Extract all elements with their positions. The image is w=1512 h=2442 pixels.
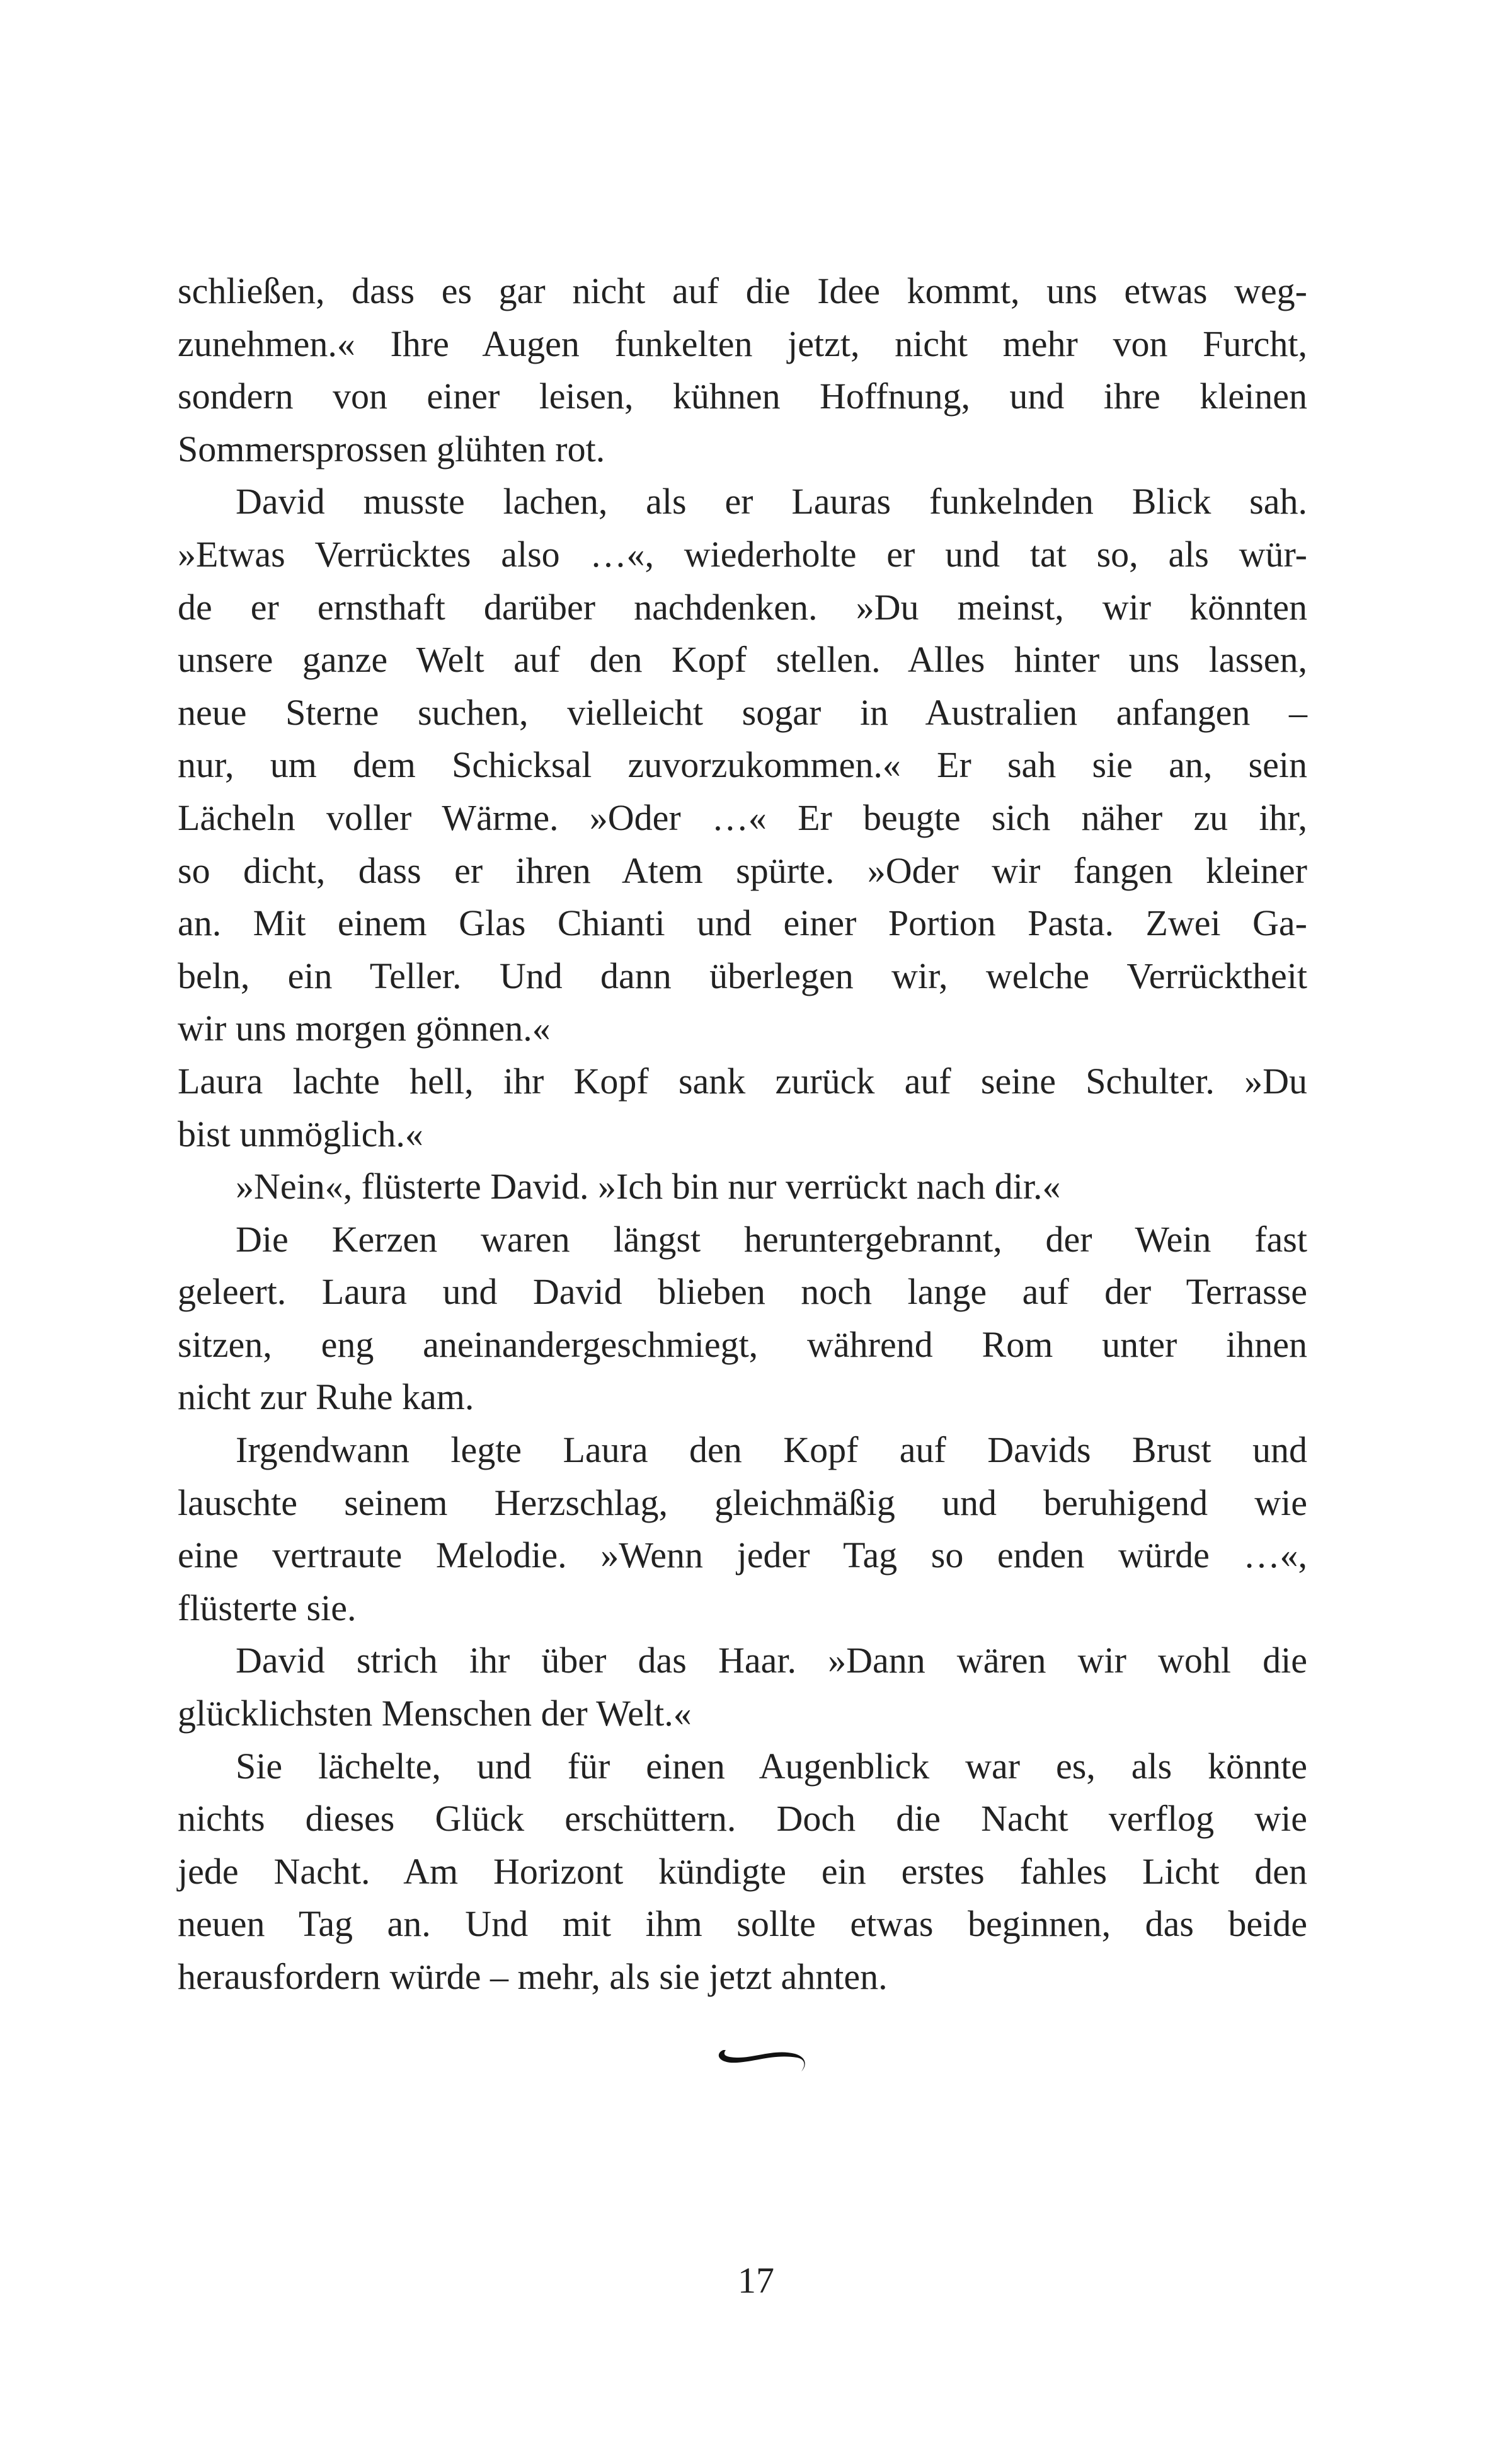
text-line: Irgendwann legte Laura den Kopf auf Davids Brust und — [236, 1429, 1307, 1471]
text-line: »Nein«, flüsterte David. »Ich bin nur verrückt nach dir.« — [236, 1166, 1061, 1207]
text-line: an. Mit einem Glas Chianti und einer Portion Pasta. Zwei Ga- — [178, 902, 1307, 944]
text-line: wir uns morgen gönnen.« — [178, 1008, 551, 1049]
text-line: Laura lachte hell, ihr Kopf sank zurück auf seine Schulter. »Du — [178, 1060, 1307, 1102]
text-line: nur, um dem Schicksal zuvorzukommen.« Er sah sie an, sein — [178, 744, 1307, 786]
text-line: glücklichsten Menschen der Welt.« — [178, 1693, 692, 1734]
swash-ornament-icon — [712, 2045, 813, 2083]
text-line: flüsterte sie. — [178, 1587, 357, 1628]
text-line: David musste lachen, als er Lauras funkelnden Blick sah. — [236, 481, 1307, 522]
text-line: neue Sterne suchen, vielleicht sogar in Australien anfangen – — [178, 691, 1307, 733]
text-line: nicht zur Ruhe kam. — [178, 1376, 474, 1418]
text-line: so dicht, dass er ihren Atem spürte. »Oder wir fangen kleiner — [178, 850, 1307, 891]
text-line: lauschte seinem Herzschlag, gleichmäßig und beruhigend wie — [178, 1482, 1307, 1523]
text-line: jede Nacht. Am Horizont kündigte ein erstes fahles Licht den — [178, 1850, 1307, 1892]
text-line: neuen Tag an. Und mit ihm sollte etwas beginnen, das beide — [178, 1903, 1307, 1945]
text-line: bist unmöglich.« — [178, 1113, 423, 1155]
text-line: unsere ganze Welt auf den Kopf stellen. Alles hinter uns lassen, — [178, 639, 1307, 681]
text-line: de er ernsthaft darüber nachdenken. »Du meinst, wir könnten — [178, 586, 1307, 628]
body-text — [178, 265, 1307, 2003]
text-line: schließen, dass es gar nicht auf die Idee kommt, uns etwas weg- — [178, 270, 1307, 311]
text-line: sondern von einer leisen, kühnen Hoffnung, und ihre kleinen — [178, 376, 1307, 417]
text-line: geleert. Laura und David blieben noch lange auf der Terrasse — [178, 1271, 1307, 1313]
page-number: 17 — [738, 2260, 774, 2301]
text-line: Lächeln voller Wärme. »Oder …« Er beugte sich näher zu ihr, — [178, 797, 1307, 838]
text-line: Die Kerzen waren längst heruntergebrannt, der Wein fast — [236, 1218, 1307, 1260]
text-line: herausfordern würde – mehr, als sie jetzt ahnten. — [178, 1956, 888, 1997]
text-line: sitzen, eng aneinandergeschmiegt, während Rom unter ihnen — [178, 1323, 1307, 1365]
text-line: David strich ihr über das Haar. »Dann wären wir wohl die — [236, 1640, 1307, 1681]
text-line: beln, ein Teller. Und dann überlegen wir, welche Verrücktheit — [178, 955, 1307, 996]
text-line: zunehmen.« Ihre Augen funkelten jetzt, nicht mehr von Furcht, — [178, 323, 1307, 364]
text-line: nichts dieses Glück erschüttern. Doch die Nacht verflog wie — [178, 1798, 1307, 1840]
text-line: Sommersprossen glühten rot. — [178, 428, 605, 469]
text-line: Sie lächelte, und für einen Augenblick war es, als könnte — [236, 1745, 1307, 1787]
text-line: »Etwas Verrücktes also …«, wiederholte er und tat so, als wür- — [178, 533, 1307, 575]
text-line: eine vertraute Melodie. »Wenn jeder Tag so enden würde …«, — [178, 1535, 1307, 1576]
